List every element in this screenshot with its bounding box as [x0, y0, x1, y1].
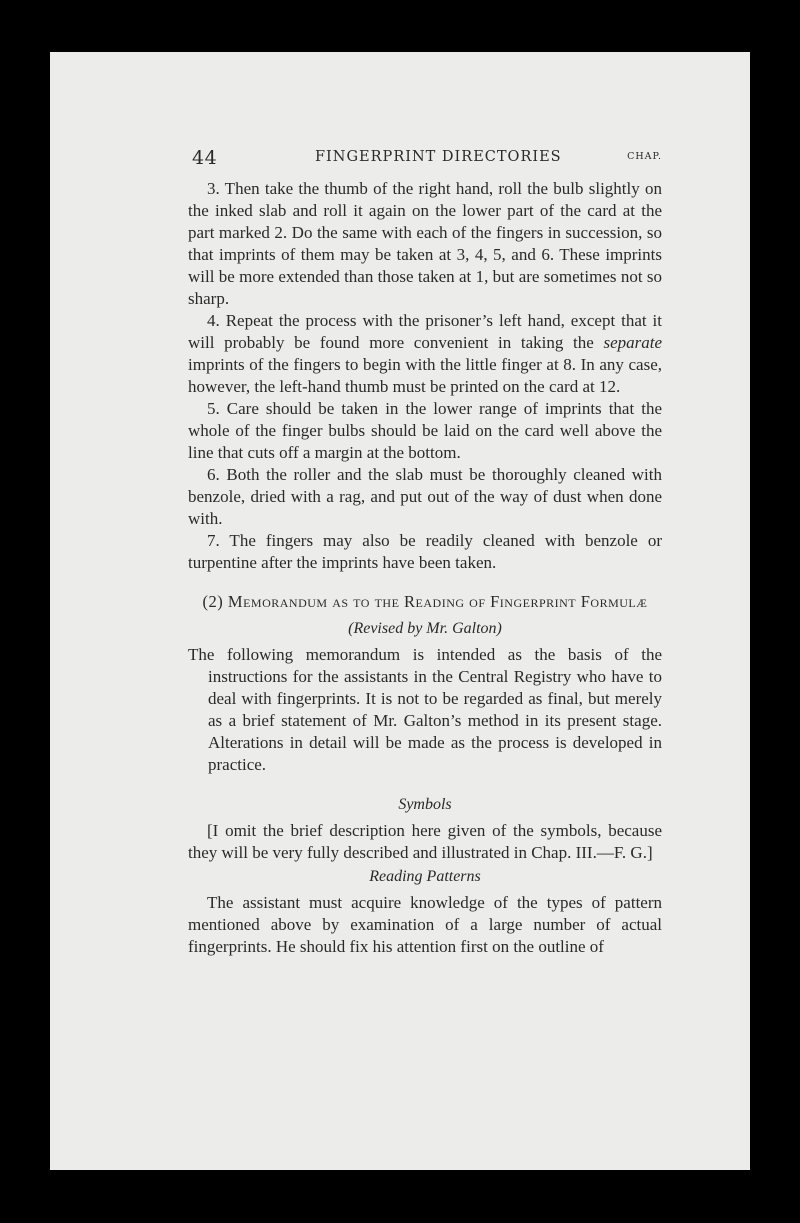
body-text: [188, 178, 662, 958]
paragraph-step-7: 7. The fingers may also be readily cleaned with benzole or turpentine after the imprints have been taken.: [188, 531, 662, 572]
paragraph-step-6: 6. Both the roller and the slab must be thoroughly cleaned with benzole, dried with a rag, and put out of the way of dust when done with.: [188, 465, 662, 528]
section-heading: (2) Memorandum as to the Reading of Fingerprint Formulæ: [202, 592, 648, 611]
reading-patterns-heading: Reading Patterns: [369, 868, 481, 885]
running-title: FINGERPRINT DIRECTORIES: [315, 149, 562, 165]
emphasis-separate: separate: [603, 333, 662, 352]
reading-patterns-paragraph: The assistant must acquire knowledge of the types of pattern mentioned above by examination of a large number of actual fingerprints. He should fix his attention first on the outline of: [188, 893, 662, 956]
paragraph-step-5: 5. Care should be taken in the lower range of imprints that the whole of the finger bulbs should be laid on the card well above the line that cuts off a margin at the bottom.: [188, 399, 662, 462]
paragraph-step-4-end: imprints of the fingers to begin with the little finger at 8. In any case, however, the left-hand thumb must be printed on the card at 12.: [188, 355, 662, 396]
paragraph-step-4-start: 4. Repeat the process with the prisoner’s left hand, except that it will probably be found more convenient in taking the: [188, 311, 662, 352]
symbols-paragraph: [I omit the brief description here given of the symbols, because they will be very fully described and illustrated in Chap. III.—F. G.]: [188, 821, 662, 862]
section-byline: (Revised by Mr. Galton): [348, 620, 502, 637]
page-header: [192, 147, 662, 171]
memorandum-intro: The following memorandum is intended as the basis of the instructions for the assistants in the Central Registry who have to deal with fingerprints. It is not to be regarded as final, but merely as a brief statement of Mr. Galton’s method in its present stage. Alterations in detail will be made as the process is developed in practice.: [188, 645, 662, 774]
symbols-heading: Symbols: [398, 796, 452, 813]
paragraph-step-3: 3. Then take the thumb of the right hand, roll the bulb slightly on the inked slab and roll it again on the lower part of the card at the part marked 2. Do the same with each of the fingers in succession, so that imprints of them may be taken at 3, 4, 5, and 6. These imprints will be more extended than those taken at 1, but are sometimes not so sharp.: [188, 179, 662, 308]
book-page: [50, 52, 750, 1170]
page-number: 44: [192, 147, 218, 169]
chapter-label: CHAP.: [627, 151, 662, 162]
paragraph-step-4: [188, 310, 662, 398]
